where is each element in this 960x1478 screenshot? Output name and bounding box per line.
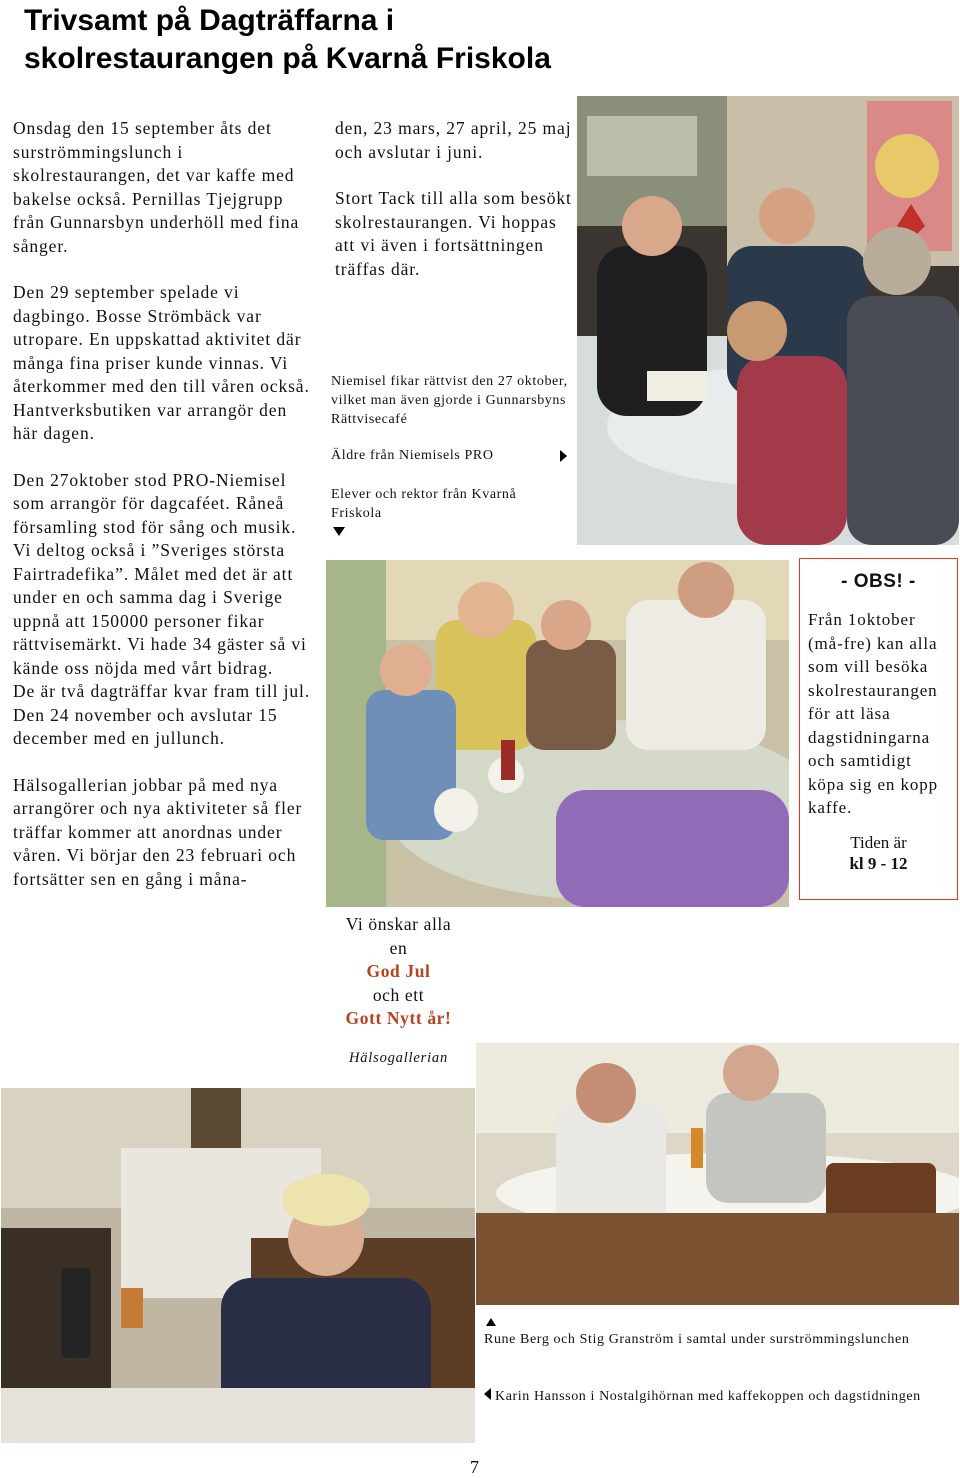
arrow-right-icon: [560, 450, 567, 462]
paragraph-dagbingo: Den 29 september spelade vi dagbingo. Bosse Strömbäck var utropare. En uppskattad aktivitet där många fina priser kunde vinnas. Vi återkommer med den till våren också. Hantverksbutiken var arrangör den här dagen.: [13, 282, 310, 443]
caption-karin-block: [484, 1387, 944, 1406]
photo-students-rector: [326, 560, 789, 907]
notice-time-label: Tiden är: [850, 832, 907, 852]
photo-pro-seniors: [577, 96, 959, 545]
arrow-up-icon: [486, 1313, 496, 1331]
caption-pro: Äldre från Niemisels PRO: [331, 448, 494, 463]
notice-body: Från 1oktober (må-fre) kan alla som vill besöka skolrestaurangen för att läsa dagstidningarna och samtidigt köpa sig en kopp kaffe.: [808, 610, 939, 817]
greeting-och-ett: och ett: [372, 984, 425, 1005]
caption-fairtrade: Niemisel fikar rättvist den 27 oktober, vilket man även gjorde i Gunnarsbyns Rättvisecafé: [331, 374, 568, 427]
caption-elever-block: [331, 485, 571, 542]
christmas-greeting: [326, 913, 471, 1070]
greeting-line-1: Vi önskar alla: [345, 914, 452, 934]
notice-time: kl 9 - 12: [849, 853, 908, 873]
photo-karin-nostalgia: [1, 1088, 475, 1443]
paragraph-continuation: den, 23 mars, 27 april, 25 maj och avslutar i juni.: [335, 118, 572, 162]
arrow-left-icon: [484, 1388, 491, 1400]
article-column-1: [13, 117, 313, 914]
page-number: 7: [470, 1457, 479, 1477]
title-line-2: skolrestaurangen på Kvarnå Friskola: [24, 42, 551, 75]
article-title: [24, 2, 924, 78]
notice-heading: - OBS! -: [841, 571, 916, 592]
caption-rune-stig: Rune Berg och Stig Granström i samtal under surströmmingslunchen: [484, 1332, 910, 1347]
photo-rune-stig: [476, 1043, 959, 1305]
paragraph-thanks: Stort Tack till alla som besökt skolrestaurangen. Vi hoppas att vi även i fortsättningen träffas där.: [335, 188, 572, 279]
caption-pro-row: [331, 446, 571, 465]
title-line-1: Trivsamt på Dagträffarna i: [24, 4, 395, 37]
article-column-2: [335, 117, 575, 304]
greeting-god-jul: God Jul: [366, 961, 431, 981]
paragraph-surstromming: Onsdag den 15 september åts det surströmmingslunch i skolrestaurangen, det var kaffe med bakelse också. Pernillas Tjejgrupp från Gunnarsbyn underhöll med fina sånger.: [13, 118, 300, 256]
paragraph-pro-niemisel: Den 27oktober stod PRO-Niemisel som arrangör för dagcaféet. Råneå församling stod för sång och musik. Vi deltog också i ”Sveriges största Fairtradefika”. Målet med det är att under en och samma dag i Sverige uppnå att 150000 personer fikar rättvisemärkt. Vi hade 34 gäster så vi kände oss nöjda med vårt bidrag.: [13, 469, 307, 678]
caption-elever: Elever och rektor från Kvarnå Friskola: [331, 487, 517, 521]
greeting-signature: Hälsogallerian: [348, 1049, 448, 1066]
caption-karin: Karin Hansson i Nostalgihörnan med kaffekoppen och dagstidningen: [495, 1389, 921, 1404]
greeting-line-2: en: [389, 937, 408, 958]
greeting-gott-nytt: Gott Nytt år!: [345, 1008, 452, 1028]
notice-box: [799, 558, 958, 900]
paragraph-dagtraffar: De är två dagträffar kvar fram till jul. Den 24 november och avslutar 15 december med en jullunch.: [13, 681, 311, 748]
arrow-down-icon: [333, 527, 345, 536]
paragraph-halsogallerian: Hälsogallerian jobbar på med nya arrangörer och nya aktiviteter så fler träffar kommer att anordnas under våren. Vi börjar den 23 februari och fortsätter sen en gång i måna-: [13, 774, 303, 889]
